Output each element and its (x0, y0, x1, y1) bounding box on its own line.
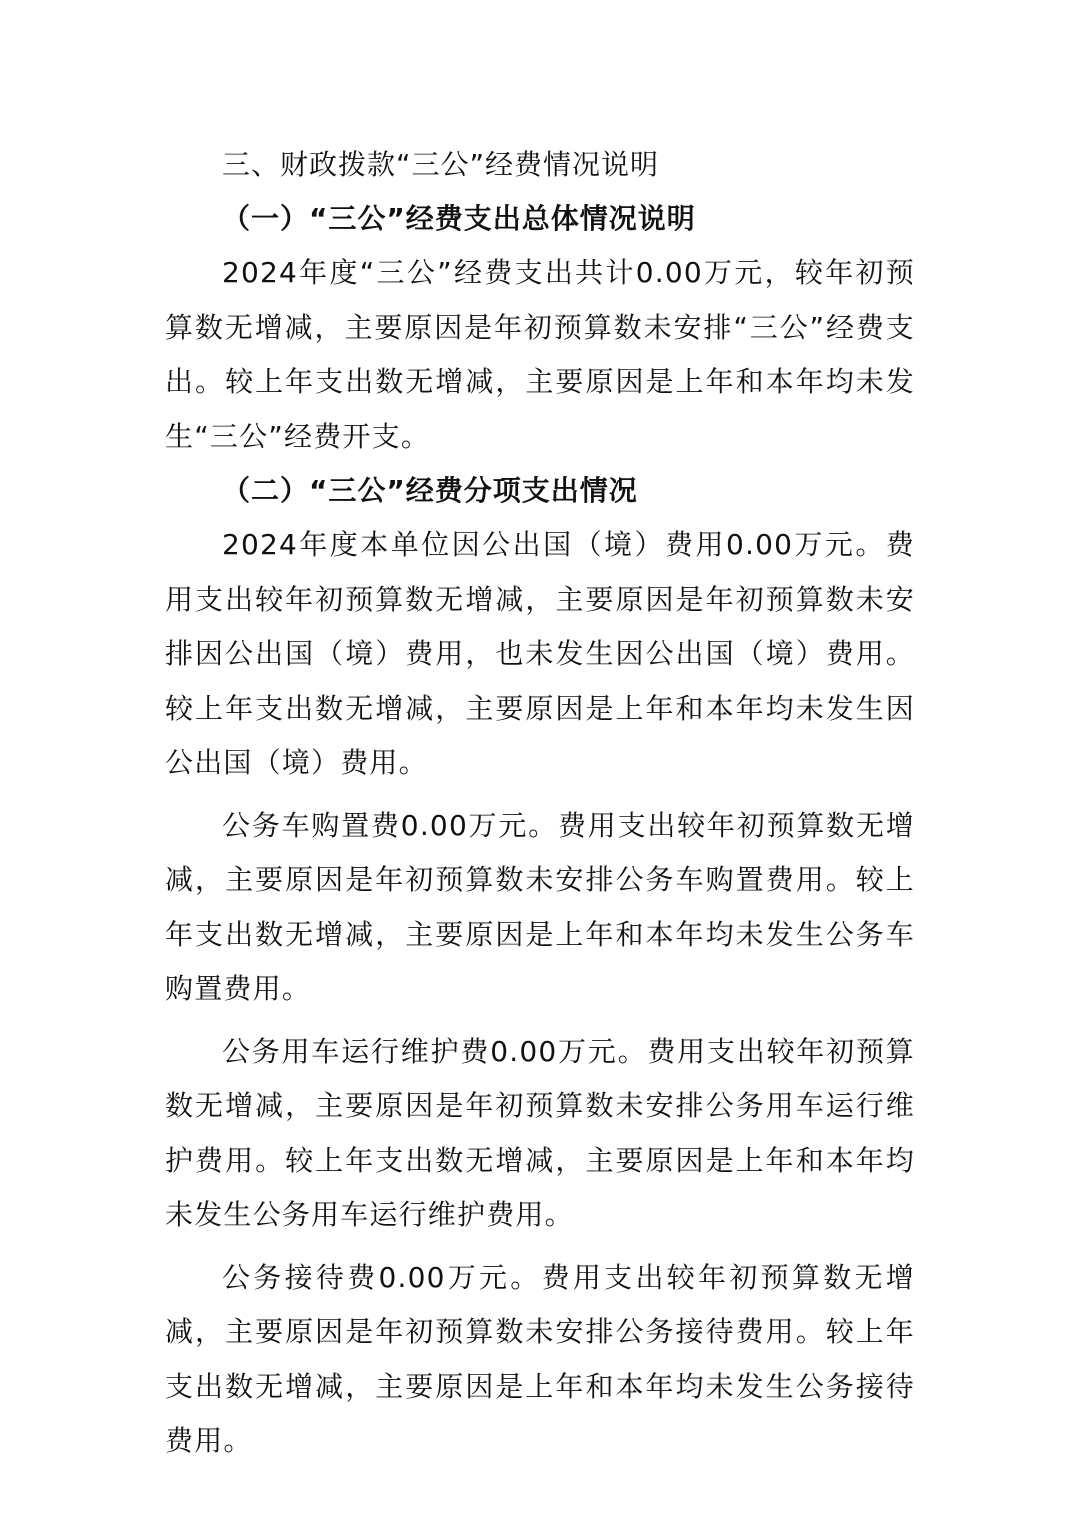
paragraph-vehicle-purchase: 公务车购置费0.00万元。费用支出较年初预算数无增减，主要原因是年初预算数未安排公务车购置费用。较上年支出数无增减，主要原因是上年和本年均未发生公务车购置费用。 (165, 808, 915, 1005)
paragraph-reception: 公务接待费0.00万元。费用支出较年初预算数无增减，主要原因是年初预算数未安排公务接待费用。较上年支出数无增减，主要原因是上年和本年均未发生公务接待费用。 (165, 1260, 915, 1457)
document-body (165, 138, 915, 1469)
paragraph-overall: 2024年度“三公”经费支出共计0.00万元，较年初预算数无增减，主要原因是年初预算数未安排“三公”经费支出。较上年支出数无增减，主要原因是上年和本年均未发生“三公”经费开支。 (165, 256, 915, 453)
paragraph-vehicle-maintenance: 公务用车运行维护费0.00万元。费用支出较年初预算数无增减，主要原因是年初预算数未安排公务用车运行维护费用。较上年支出数无增减，主要原因是上年和本年均未发生公务用车运行维护费用。 (165, 1034, 915, 1231)
subsection-title-itemized: （二）“三公”经费分项支出情况 (222, 474, 638, 507)
subsection-title-overall: （一）“三公”经费支出总体情况说明 (222, 202, 696, 235)
paragraph-overseas-travel: 2024年度本单位因公出国（境）费用0.00万元。费用支出较年初预算数无增减，主要原因是年初预算数未安排因公出国（境）费用，也未发生因公出国（境）费用。较上年支出数无增减，主要原因是上年和本年均未发生因公出国（境）费用。 (165, 528, 915, 779)
section-title: 三、财政拨款“三公”经费情况说明 (222, 148, 660, 181)
